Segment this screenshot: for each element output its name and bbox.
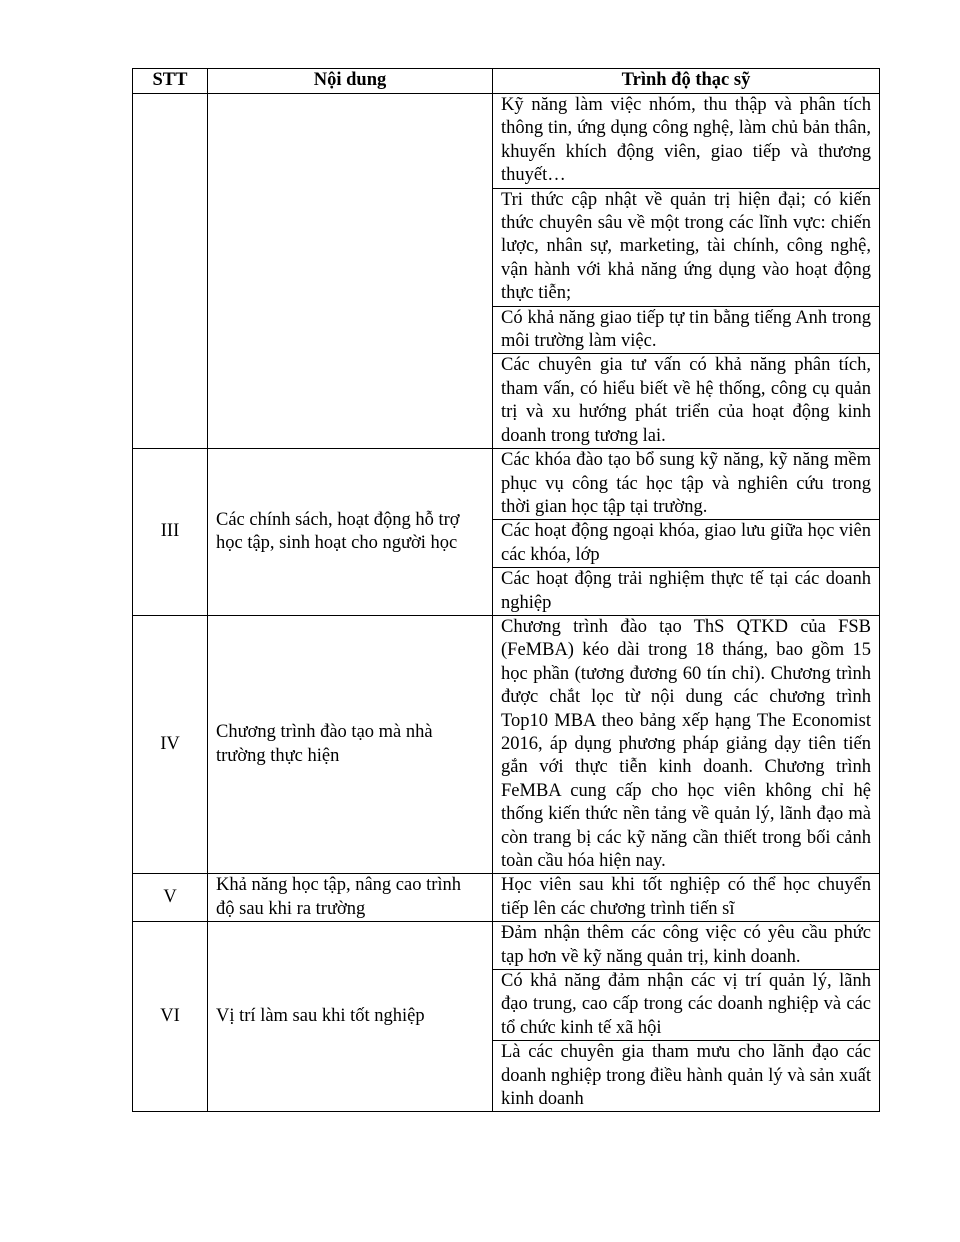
programme-table	[132, 68, 880, 1112]
stt-cell: V	[133, 874, 208, 922]
detail-cell: Có khả năng đảm nhận các vị trí quản lý, lãnh đạo trung, cao cấp trong các doanh nghiệp và các tổ chức kinh tế xã hội	[493, 970, 880, 1041]
table-row	[133, 94, 880, 189]
detail-cell: Học viên sau khi tốt nghiệp có thể học chuyển tiếp lên các chương trình tiến sĩ	[493, 874, 880, 922]
table-row	[133, 449, 880, 520]
content-cell: Các chính sách, hoạt động hỗ trợ học tập, sinh hoạt cho người học	[208, 449, 493, 616]
table-row	[133, 922, 880, 970]
detail-cell: Các hoạt động ngoại khóa, giao lưu giữa học viên các khóa, lớp	[493, 520, 880, 568]
detail-cell: Có khả năng giao tiếp tự tin bằng tiếng Anh trong môi trường làm việc.	[493, 306, 880, 354]
table-row	[133, 615, 880, 873]
header-row	[133, 69, 880, 94]
header-content: Nội dung	[208, 69, 493, 94]
stt-cell: III	[133, 449, 208, 616]
header-stt: STT	[133, 69, 208, 94]
detail-cell: Là các chuyên gia tham mưu cho lãnh đạo các doanh nghiệp trong điều hành quản lý và sản xuất kinh doanh	[493, 1041, 880, 1112]
detail-cell: Tri thức cập nhật về quản trị hiện đại; có kiến thức chuyên sâu về một trong các lĩnh vực: chiến lược, nhân sự, marketing, tài chính, công nghệ, vận hành với khả năng ứng dụng vào hoạt động thực tiễn;	[493, 188, 880, 306]
table-row	[133, 874, 880, 922]
detail-cell: Các khóa đào tạo bổ sung kỹ năng, kỹ năng mềm phục vụ công tác học tập và nghiên cứu trong thời gian học tập tại trường.	[493, 449, 880, 520]
detail-cell: Kỹ năng làm việc nhóm, thu thập và phân tích thông tin, ứng dụng công nghệ, làm chủ bản thân, khuyến khích động viên, giao tiếp và thương thuyết…	[493, 94, 880, 189]
content-cell: Chương trình đào tạo mà nhà trường thực hiện	[208, 615, 493, 873]
detail-cell: Đảm nhận thêm các công việc có yêu cầu phức tạp hơn về kỹ năng quản trị, kinh doanh.	[493, 922, 880, 970]
stt-cell: IV	[133, 615, 208, 873]
detail-cell: Các chuyên gia tư vấn có khả năng phân tích, tham vấn, có hiểu biết về hệ thống, công cụ quản trị và xu hướng phát triển của hoạt động kinh doanh trong tương lai.	[493, 354, 880, 449]
content-cell: Vị trí làm sau khi tốt nghiệp	[208, 922, 493, 1112]
detail-cell: Các hoạt động trải nghiệm thực tế tại các doanh nghiệp	[493, 568, 880, 616]
content-cell	[208, 94, 493, 449]
content-cell: Khả năng học tập, nâng cao trình độ sau khi ra trường	[208, 874, 493, 922]
header-level: Trình độ thạc sỹ	[493, 69, 880, 94]
stt-cell	[133, 94, 208, 449]
stt-cell: VI	[133, 922, 208, 1112]
detail-cell: Chương trình đào tạo ThS QTKD của FSB (FeMBA) kéo dài trong 18 tháng, bao gồm 15 học phần (tương đương 60 tín chỉ). Chương trình được chắt lọc từ nội dung các chương trình Top10 MBA theo bảng xếp hạng The Economist 2016, áp dụng phương pháp giảng dạy tiên tiến gắn với thực tiễn kinh doanh. Chương trình FeMBA cung cấp cho học viên không chỉ hệ thống kiến thức nền tảng về quản lý, lãnh đạo mà còn trang bị các kỹ năng cần thiết trong bối cảnh toàn cầu hóa hiện nay.	[493, 615, 880, 873]
